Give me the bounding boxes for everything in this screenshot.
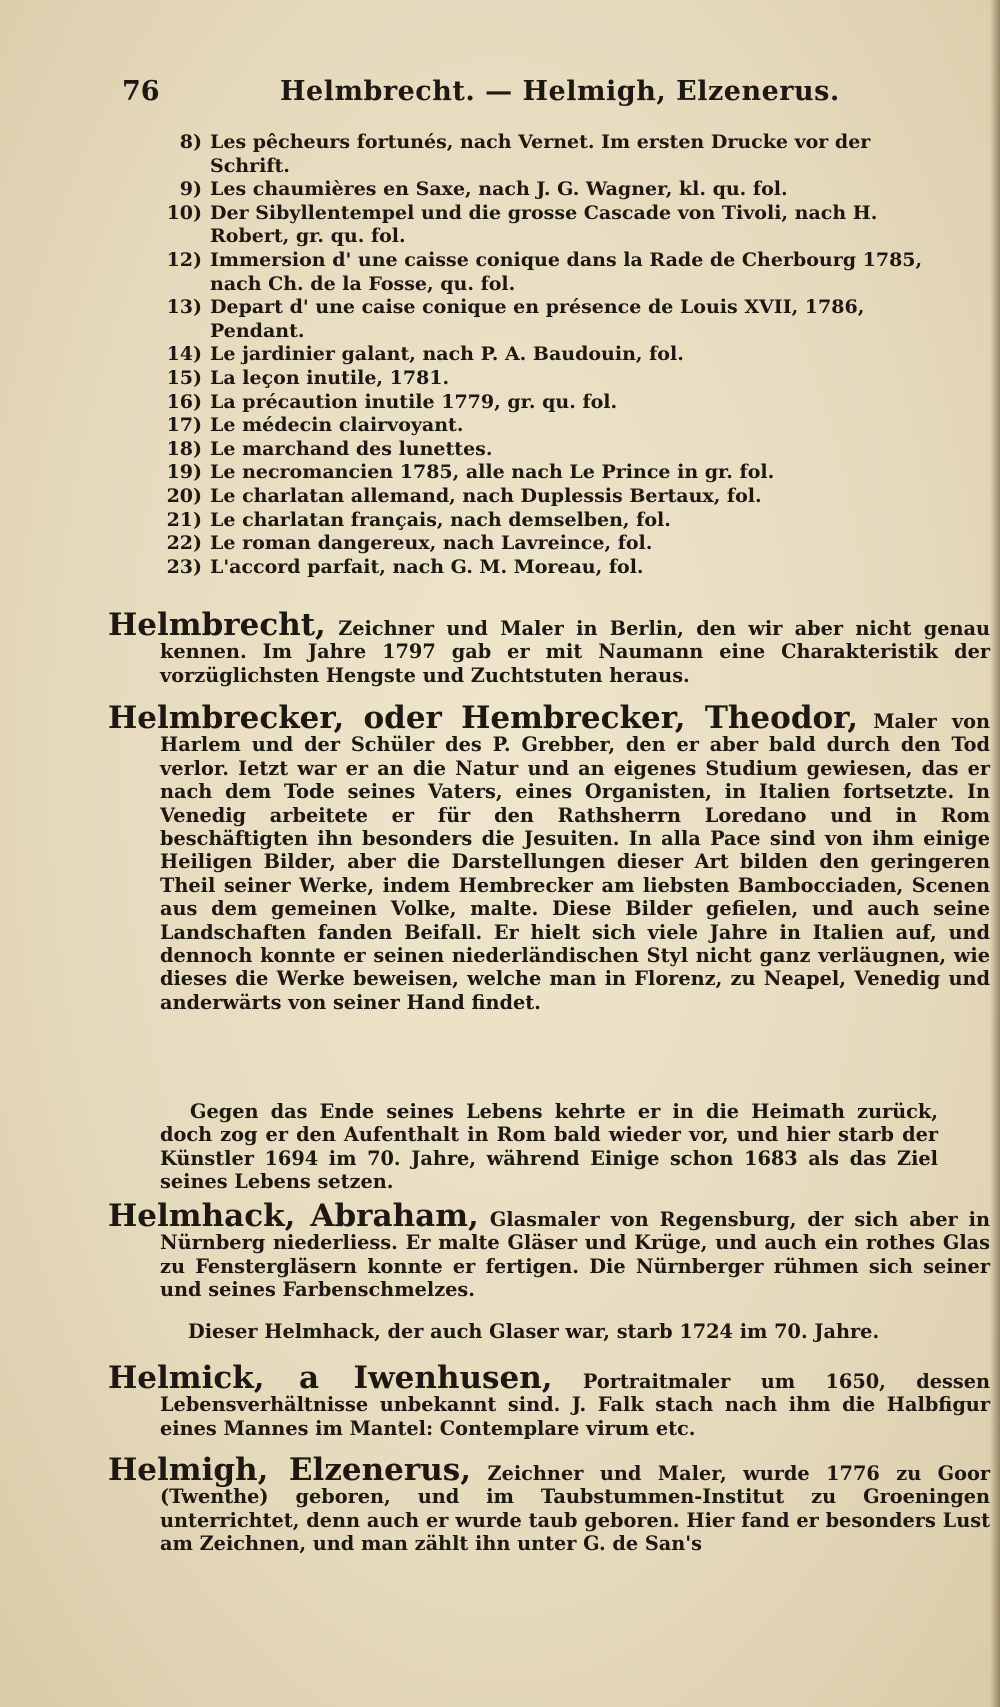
entry-helmick (108, 1360, 990, 1440)
list-item: 17) Le médecin clairvoyant. (166, 414, 464, 437)
entry-headword: Helmigh, Elzenerus, (108, 1452, 472, 1488)
list-item: 21) Le charlatan français, nach demselben, fol. (166, 508, 671, 531)
entry-text: Glasmaler von Regensburg, der sich aber in Nürnberg niederliess. Er malte Gläser und Krüge, und auch ein rothes Glas zu Fenstergläsern konnte er fertigen. Die Nürnberger rühmen sich seiner und seines Farbenschmelzes. (160, 1208, 990, 1302)
entry-paragraph: Gegen das Ende seines Lebens kehrte er in die Heimath zurück, doch zog er den Aufenthalt in Rom bald wieder vor, und hier starb der Künstler 1694 im 70. Jahre, während Einige schon 1683 als das Ziel seines Lebens setzen. (160, 1100, 938, 1194)
entry-text: Zeichner und Maler in Berlin, den wir aber nicht genau kennen. Im Jahre 1797 gab er mit Naumann eine Charakteristik der vorzüglichsten Hengste und Zuchtstuten heraus. (160, 617, 991, 687)
entry-paragraph: Dieser Helmhack, der auch Glaser war, starb 1724 im 70. Jahre. (188, 1320, 880, 1343)
list-item: 13) Depart d' une caise conique en présence de Louis XVII, 1786, Pendant. (166, 296, 865, 342)
list-item: 9) Les chaumières en Saxe, nach J. G. Wagner, kl. qu. fol. (179, 178, 788, 201)
list-item: 20) Le charlatan allemand, nach Duplessis Bertaux, fol. (166, 484, 762, 507)
list-item: 12) Immersion d' une caisse conique dans la Rade de Cherbourg 1785, nach Ch. de la Fosse, qu. fol. (166, 248, 923, 295)
running-title: Helmbrecht. — Helmigh, Elzenerus. (280, 76, 840, 107)
entry-headword: Helmhack, Abraham, (108, 1198, 479, 1234)
page-header (122, 76, 922, 116)
entry-helmhack (108, 1198, 990, 1302)
entry-headword: Helmbrecht, (108, 607, 326, 643)
entry-helmbrecker (108, 700, 990, 1014)
list-item: 15) La leçon inutile, 1781. (166, 366, 450, 389)
list-item: 10) Der Sibyllentempel und die grosse Cascade von Tivoli, nach H. Robert, gr. qu. fol. (166, 201, 878, 248)
list-item: 18) Le marchand des lunettes. (166, 437, 493, 460)
list-item: 22) Le roman dangereux, nach Lavreince, fol. (166, 532, 653, 555)
entry-helmigh (108, 1452, 991, 1556)
list-item: 19) Le necromancien 1785, alle nach Le Prince in gr. fol. (166, 461, 775, 484)
entry-text: Portraitmaler um 1650, dessen Lebensverhältnisse unbekannt sind. J. Falk stach nach ihm die Halbfigur eines Mannes im Mantel: Contemplare virum etc. (160, 1370, 990, 1440)
entry-helmbrecht (108, 607, 991, 687)
list-item: 8) Les pêcheurs fortunés, nach Vernet. Im ersten Drucke vor der Schrift. (179, 131, 871, 177)
entry-headword: Helmick, a Iwenhusen, (108, 1360, 553, 1396)
numbered-works-list (160, 131, 940, 579)
entry-text: Maler von Harlem und der Schüler des P. Grebber, den er aber bald durch den Tod verlor. Ietzt war er an die Natur und an eigenes Studium gewiesen, das er nach dem Tode seines Vaters, eines Organisten, in Italien fortsetzte. In Venedig arbeitete er für den Rathsherrn Loredano und in Rom beschäftigten ihn besonders die Jesuiten. In alla Pace sind von ihm einige Heiligen Bilder, aber die Darstellungen dieser Art bilden den geringeren Theil seiner Werke, indem Hembrecker am liebsten Bambocciaden, Scenen aus dem gemeinen Volke, malte. Diese Bilder gefielen, und auch seine Landschaften fanden Beifall. Er hielt sich viele Jahre in Italien auf, und dennoch konnte er seinen niederländischen Styl nicht ganz verläugnen, wie dieses die Werke beweisen, welche man in Florenz, zu Neapel, Venedig und anderwärts von seiner Hand findet. (160, 710, 990, 1014)
page-edge-shadow (990, 0, 1000, 1707)
page-number: 76 (122, 76, 160, 107)
entry-text: Zeichner und Maler, wurde 1776 zu Goor (Twenthe) geboren, und im Taubstummen-Institut zu Groeningen unterrichtet, denn auch er wurde taub geboren. Hier fand er besonders Lust am Zeichnen, und man zählt ihn unter G. de San's (160, 1462, 991, 1556)
entry-headword: Helmbrecker, oder Hembrecker, Theodor, (108, 700, 859, 736)
list-item: 14) Le jardinier galant, nach P. A. Baudouin, fol. (166, 343, 684, 366)
list-item: 16) La précaution inutile 1779, gr. qu. fol. (166, 390, 618, 413)
list-item: 23) L'accord parfait, nach G. M. Moreau, fol. (166, 555, 644, 578)
